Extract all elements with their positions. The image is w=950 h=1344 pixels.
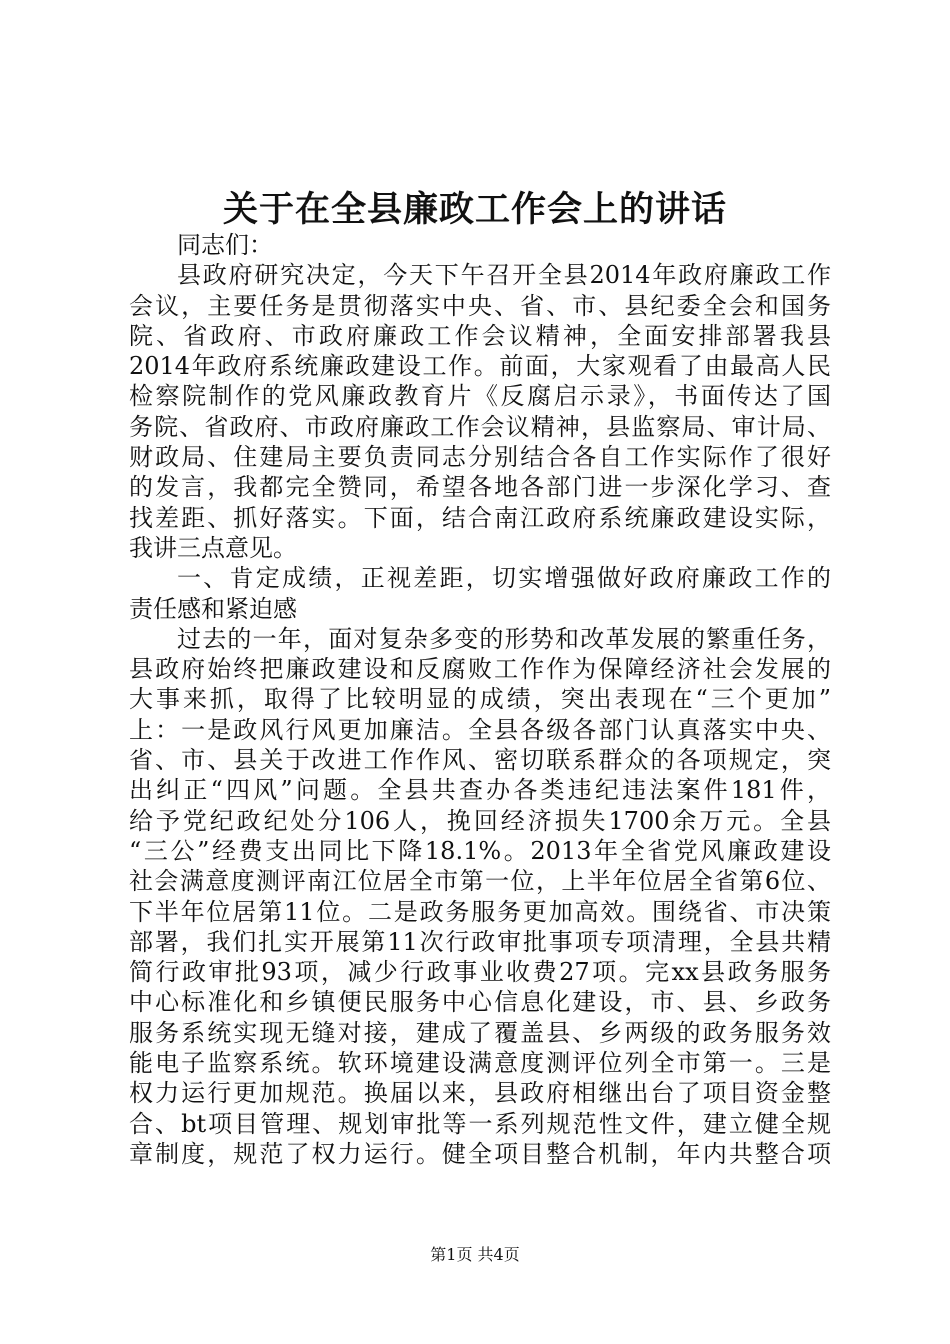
body-line: 找差距、抓好落实。下面，结合南江政府系统廉政建设实际， xyxy=(129,503,831,532)
body-line: 上：一是政风行风更加廉洁。全县各级各部门认真落实中央、 xyxy=(129,715,831,744)
body-line: 社会满意度测评南江位居全市第一位，上半年位居全省第6位、 xyxy=(129,867,831,896)
body-line: 中心标准化和乡镇便民服务中心信息化建设，市、县、乡政务 xyxy=(129,988,831,1017)
body-line: 章制度，规范了权力运行。健全项目整合机制，年内共整合项 xyxy=(129,1139,831,1168)
body-line: 院、省政府、市政府廉政工作会议精神，全面安排部署我县 xyxy=(129,321,831,350)
body-line: 出纠正“四风”问题。全县共查办各类违纪违法案件181件， xyxy=(129,776,831,805)
body-line: 会议，主要任务是贯彻落实中央、省、市、县纪委全会和国务 xyxy=(129,291,831,320)
body-line: 责任感和紧迫感 xyxy=(129,594,297,623)
body-line: 简行政审批93项，减少行政事业收费27项。完xx县政务服务 xyxy=(129,958,831,987)
body-line: “三公”经费支出同比下降18.1%。2013年全省党风廉政建设 xyxy=(129,836,831,865)
body-line: 大事来抓，取得了比较明显的成绩，突出表现在“三个更加” xyxy=(129,685,831,714)
body-line: 过去的一年，面对复杂多变的形势和改革发展的繁重任务， xyxy=(177,624,831,653)
body-line: 部署，我们扎实开展第11次行政审批事项专项清理，全县共精 xyxy=(129,927,831,956)
body-line: 务院、省政府、市政府廉政工作会议精神，县监察局、审计局、 xyxy=(129,412,831,441)
document-body xyxy=(129,230,831,1169)
body-line: 财政局、住建局主要负责同志分别结合各自工作实际作了很好 xyxy=(129,443,831,472)
body-line: 同志们： xyxy=(177,231,273,259)
body-line: 给予党纪政纪处分106人，挽回经济损失1700余万元。全县 xyxy=(129,806,831,835)
body-line: 我讲三点意见。 xyxy=(129,533,297,562)
body-line: 服务系统实现无缝对接，建成了覆盖县、乡两级的政务服务效 xyxy=(129,1018,831,1047)
body-line: 一、肯定成绩，正视差距，切实增强做好政府廉政工作的 xyxy=(177,564,831,593)
body-line: 2014年政府系统廉政建设工作。前面，大家观看了由最高人民 xyxy=(129,352,831,381)
body-line: 县政府始终把廉政建设和反腐败工作作为保障经济社会发展的 xyxy=(129,655,831,684)
body-line: 能电子监察系统。软环境建设满意度测评位列全市第一。三是 xyxy=(129,1049,831,1078)
body-line: 下半年位居第11位。二是政务服务更加高效。围绕省、市决策 xyxy=(129,897,831,926)
body-line: 权力运行更加规范。换届以来，县政府相继出台了项目资金整 xyxy=(129,1079,831,1108)
document-title: 关于在全县廉政工作会上的讲话 xyxy=(222,189,727,230)
body-line: 检察院制作的党风廉政教育片《反腐启示录》，书面传达了国 xyxy=(129,382,831,411)
body-line: 县政府研究决定，今天下午召开全县2014年政府廉政工作 xyxy=(177,261,831,290)
page-footer: 第1页 共4页 xyxy=(430,1245,520,1264)
body-line: 的发言，我都完全赞同，希望各地各部门进一步深化学习、查 xyxy=(129,473,831,502)
body-line: 合、bt项目管理、规划审批等一系列规范性文件，建立健全规 xyxy=(129,1109,831,1138)
body-line: 省、市、县关于改进工作作风、密切联系群众的各项规定，突 xyxy=(129,746,831,775)
